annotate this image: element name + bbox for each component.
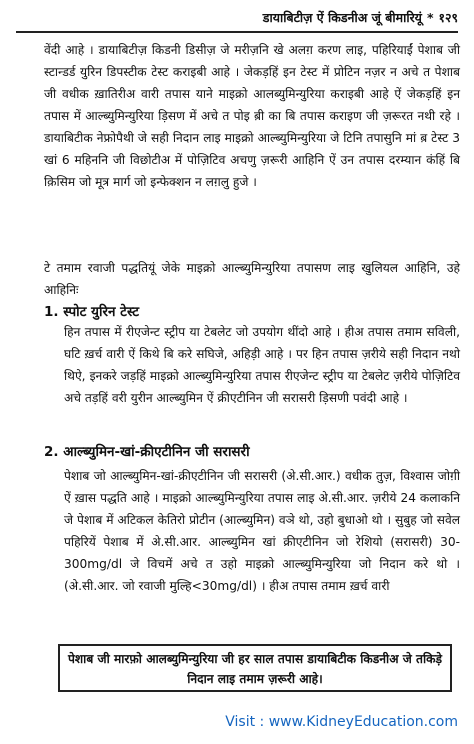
highlight-note-box: पेशाब जी मारफ़ो आलब्युमिन्युरिया जी हर साल तपास डायाबिटीक किडनीअ जे तकिड़े निदान लाइ तमाम ज़रूरी आहे। (58, 644, 452, 692)
section-text-spot-urine-test: हिन तपास में रीएजेन्ट स्ट्रीप या टेबलेट जो उपयोग थींदो आहे । हीअ तपास तमाम सविली, घटि ख़र्च वारी ऐं किथे बि करे सघिजे, अहिड़ी आहे । पर हिन तपास ज़रीये सही निदान नथो थिऐ, इनकरे जड़हिं माइक्रो आल्ब्युमिन्युरिया तपास रीएजेन्ट स्ट्रीप या टेबलेट ज़रीये पोज़िटिव अचे तड़हिं वरी युरीन आल्ब्युमिन ऐं क्रीएटीनिन जी सरासरी ड़िसणी पवंदी आहे । (64, 325, 460, 405)
header-separator: * (426, 9, 434, 25)
footer-website-link[interactable]: Visit : www.KidneyEducation.com (225, 714, 458, 730)
header-title: डायाबिटीज़ ऐं किडनीअ जूं बीमारियूं (262, 9, 422, 25)
page-number: १२९ (438, 9, 458, 25)
paragraph-intro: वेंदी आहे । डायाबिटीज़ किडनी डिसीज़ जे मरीज़नि खे अलग़ करण लाइ, पहिरियाईं पेशाब जी स्टान्डर्ड युरिन डिपस्टीक टेस्ट कराइबी आहे । जेकड़हिं इन टेस्ट में प्रोटिन नज़र न अचे त पेशाब जी वधीक ख़ातिरीअ वारी तपास याने माइक्रो आलब्युमिन्युरिया कराइबी आहे ऐं जेकड़हिं इन तपास में आल्ब्युमिन्युरिया ड़िसण में अचे त पोइ ब़ी का बि तपास कराइण जी ज़रूरत नथी रहे । डायाबिटीक नेफ्रोपैथी जे सही निदान लाइ माइक्रो आल्ब्युमिन्युरिया जे टिनि तपासुनि मां ब़ टेस्ट 3 खां 6 महिननि जी विछोटीअ में पोज़िटिव अचणु ज़रूरी आहिनि ऐं उन तपास दरम्यान कंहिं बि क़िसिम जो मूत्र मार्ग जो इन्फेक्शन न लग़लु हुजे । (44, 43, 460, 189)
section-text-acr: पेशाब जो आल्ब्युमिन-खां-क्रीएटीनिन जी सरासरी (अे.सी.आर.) वधीक तुज़, विश्वास जोग़ी ऐं ख़ास पद्धति आहे । माइक्रो आल्ब्युमिन्युरिया तपास लाइ अे.सी.आर. ज़रीये 24 कलाकनि जे पेशाब में अटिकल केतिरो प्रोटीन (आल्ब्युमिन) वञे थो, उहो बुधाओ थो । सुबुह जो सवेल पहिरियें पेशाब में अे.सी.आर. आल्ब्युमिन खां क्रीएटीनिन जो रेशियो (सरासरी) 30-300mg/dl जे विचमें अचे त उहो माइक्रो आल्ब्युमिन्युरिया जो निदान करे थो । (अे.सी.आर. जो रवाजी मुल्हि<30mg/dl) । हीअ तपास तमाम ख़र्च वारी (64, 469, 460, 593)
paragraph-methods: टे तमाम रवाजी पद्धतियूं जेके माइक्रो आल्ब्युमिन्युरिया तपासण लाइ खुलियल आहिनि, उहे आहिनिः (44, 261, 460, 297)
running-header (16, 6, 458, 33)
section-heading-spot-urine-test: 1. स्पोट युरिन टेस्ट (44, 304, 140, 320)
section-heading-acr: 2. आल्ब्युमिन-खां-क्रीएटीनिन जी सरासरी (44, 444, 250, 460)
